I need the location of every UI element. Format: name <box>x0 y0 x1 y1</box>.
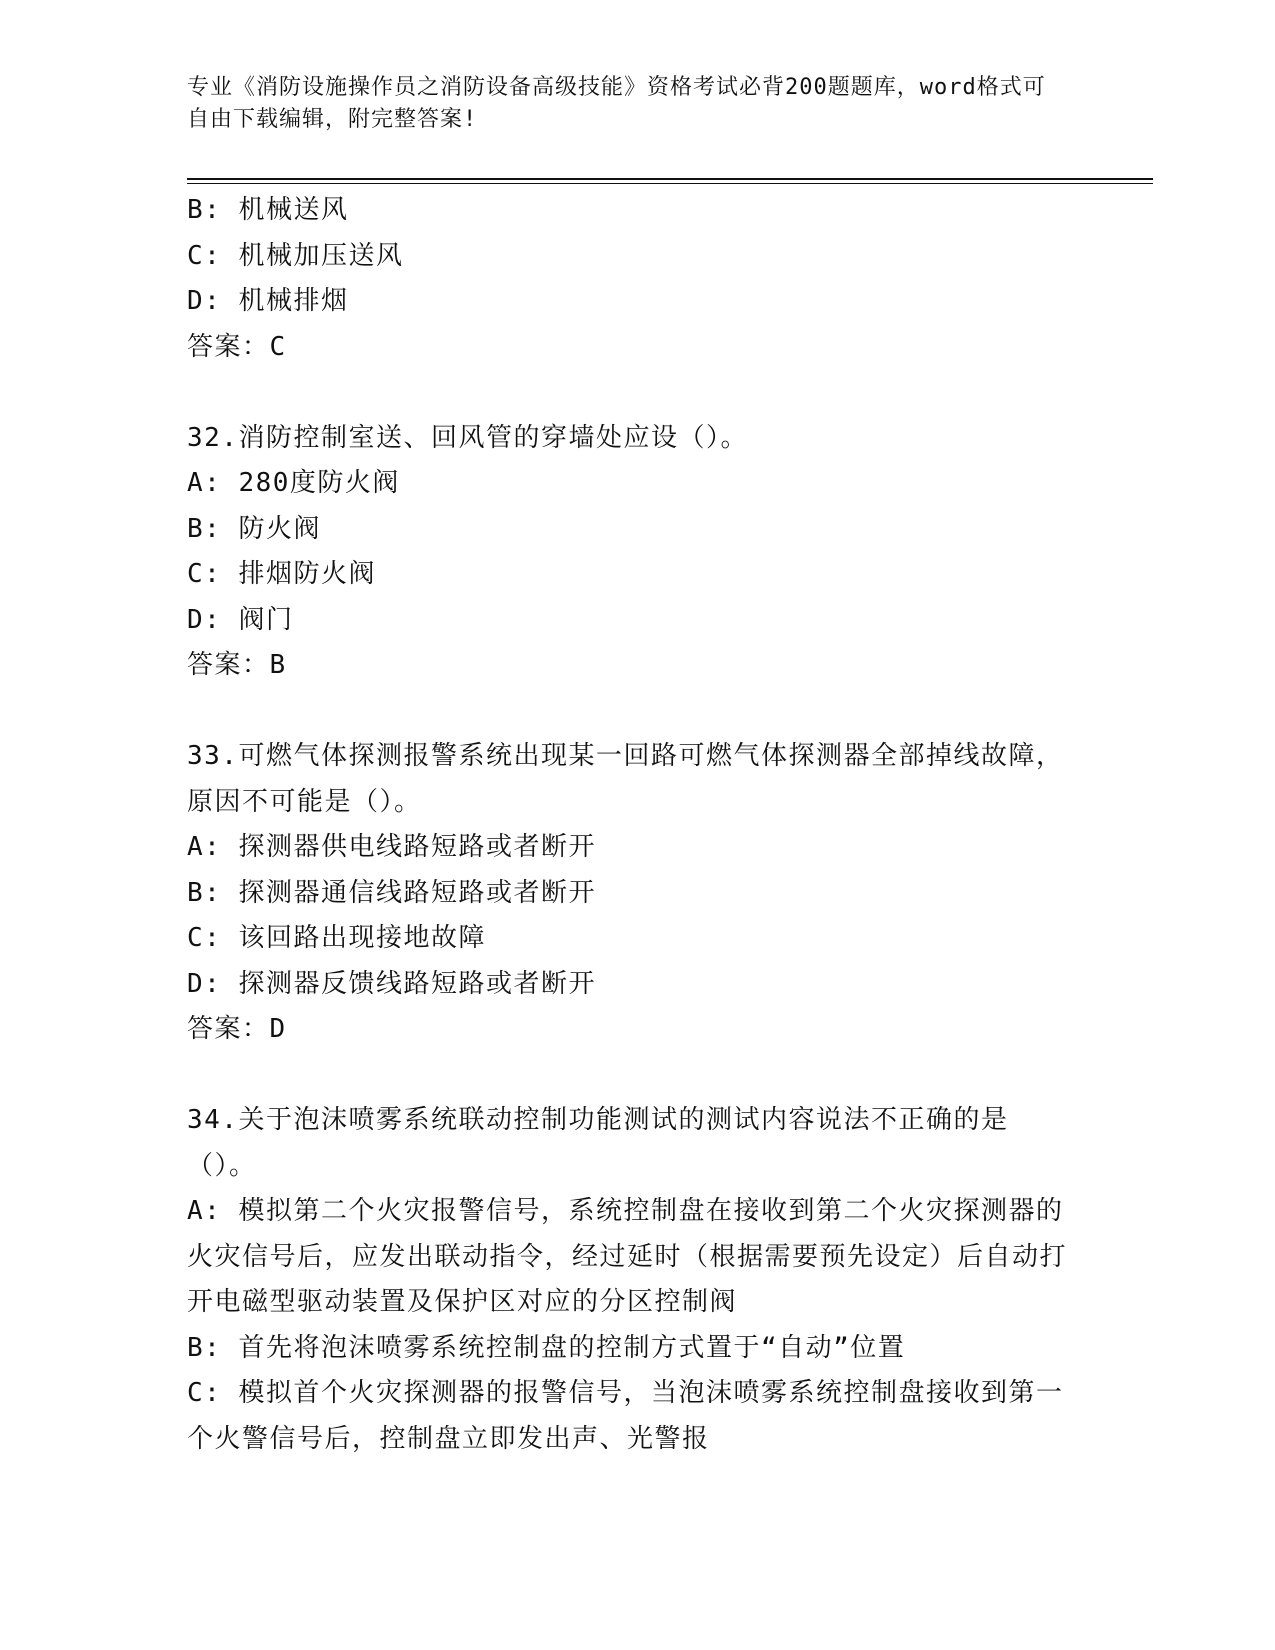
question-33 <box>187 734 1067 1053</box>
question-32 <box>187 416 1067 689</box>
question-stem: 34.关于泡沫喷雾系统联动控制功能测试的测试内容说法不正确的是（）。 <box>187 1105 1009 1181</box>
option-c: C: 该回路出现接地故障 <box>187 923 486 953</box>
question-34 <box>187 1098 1067 1462</box>
option-c: C: 排烟防火阀 <box>187 559 376 589</box>
option-d: D: 机械排烟 <box>187 286 349 316</box>
question-stem: 32.消防控制室送、回风管的穿墙处应设（）。 <box>187 422 748 453</box>
question-stem: 33.可燃气体探测报警系统出现某一回路可燃气体探测器全部掉线故障，原因不可能是（）。 <box>187 741 1064 817</box>
question-31-continued <box>187 188 1067 370</box>
answer-line: 答案：B <box>187 650 287 680</box>
spacer <box>187 1053 1067 1099</box>
option-a: A: 模拟第二个火灾报警信号，系统控制盘在接收到第二个火灾探测器的火灾信号后，应发出联动指令，经过延时（根据需要预先设定）后自动打开电磁型驱动装置及保护区对应的分区控制阀 <box>187 1196 1068 1317</box>
option-c: C: 机械加压送风 <box>187 240 404 271</box>
option-d: D: 阀门 <box>187 604 294 635</box>
answer-line: 答案：D <box>187 1014 287 1044</box>
option-c: C: 模拟首个火灾探测器的报警信号，当泡沫喷雾系统控制盘接收到第一个火警信号后，控制盘立即发出声、光警报 <box>187 1378 1064 1454</box>
header-rule-thin <box>187 183 1153 184</box>
page-header: 专业《消防设施操作员之消防设备高级技能》资格考试必背200题题库，word格式可自由下载编辑，附完整答案! <box>187 75 1046 132</box>
spacer <box>187 370 1067 416</box>
option-d: D: 探测器反馈线路短路或者断开 <box>187 968 596 999</box>
spacer <box>187 689 1067 735</box>
option-b: B: 首先将泡沫喷雾系统控制盘的控制方式置于“自动”位置 <box>187 1332 906 1363</box>
option-b: B: 防火阀 <box>187 513 321 544</box>
option-a: A: 探测器供电线路短路或者断开 <box>187 832 596 862</box>
answer-line: 答案：C <box>187 331 287 362</box>
option-a: A: 280度防火阀 <box>187 468 400 498</box>
option-b: B: 探测器通信线路短路或者断开 <box>187 877 596 908</box>
option-b: B: 机械送风 <box>187 195 349 225</box>
header-rule-thick <box>187 178 1153 180</box>
question-content <box>187 188 1067 1462</box>
